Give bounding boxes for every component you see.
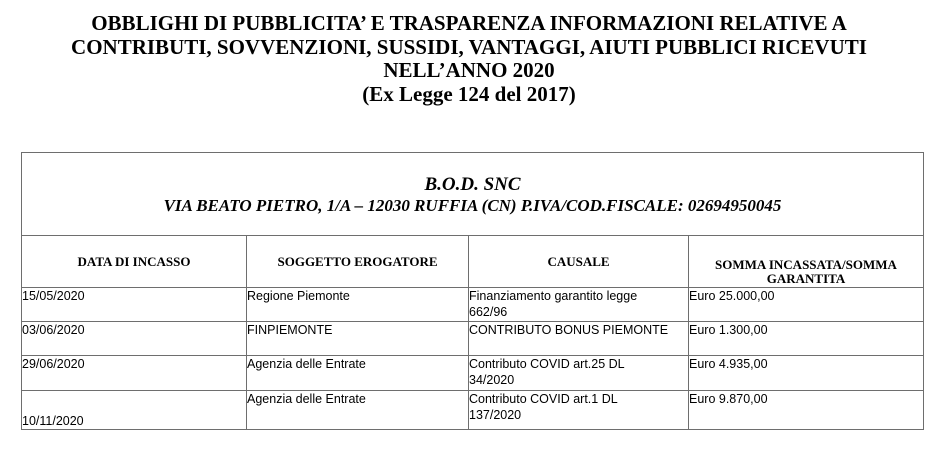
- column-header-reason: CAUSALE: [469, 236, 689, 288]
- cell-provider: Agenzia delle Entrate: [247, 356, 469, 391]
- column-header-amount-line-1: SOMMA INCASSATA/SOMMA: [715, 257, 897, 272]
- cell-reason: [469, 322, 689, 356]
- title-line-2: CONTRIBUTI, SOVVENZIONI, SUSSIDI, VANTAGGI, AIUTI PUBBLICI RICEVUTI: [71, 34, 867, 59]
- column-header-amount-line-2: GARANTITA: [766, 271, 846, 286]
- cell-reason: [469, 288, 689, 322]
- table-row: [22, 391, 924, 430]
- cell-amount: Euro 1.300,00: [689, 322, 924, 356]
- cell-reason: [469, 356, 689, 391]
- company-name: B.O.D. SNC: [424, 174, 521, 195]
- contributions-table: [21, 152, 924, 430]
- table-row: [22, 356, 924, 391]
- company-header: [22, 153, 924, 236]
- cell-reason-line-1: Finanziamento garantito legge: [469, 289, 638, 303]
- title-line-3: NELL’ANNO 2020: [383, 58, 555, 82]
- cell-date: 15/05/2020: [22, 288, 247, 322]
- column-header-amount: [689, 236, 924, 288]
- document-title: [0, 12, 938, 106]
- company-address: VIA BEATO PIETRO, 1/A – 12030 RUFFIA (CN) P.IVA/COD.FISCALE: 02694950045: [163, 196, 782, 215]
- cell-date: 29/06/2020: [22, 356, 247, 391]
- cell-provider: FINPIEMONTE: [247, 322, 469, 356]
- cell-amount: Euro 4.935,00: [689, 356, 924, 391]
- title-line-1: OBBLIGHI DI PUBBLICITA’ E TRASPARENZA INFORMAZIONI RELATIVE A: [91, 11, 847, 35]
- table-row: [22, 288, 924, 322]
- cell-reason-line-2: 34/2020: [469, 373, 515, 387]
- cell-provider: Agenzia delle Entrate: [247, 391, 469, 430]
- cell-date: 10/11/2020: [22, 391, 247, 430]
- cell-date: 03/06/2020: [22, 322, 247, 356]
- column-header-provider: SOGGETTO EROGATORE: [247, 236, 469, 288]
- cell-amount: Euro 9.870,00: [689, 391, 924, 430]
- table-row: [22, 322, 924, 356]
- column-header-date: DATA DI INCASSO: [22, 236, 247, 288]
- cell-reason: [469, 391, 689, 430]
- cell-reason-line-1: Contributo COVID art.25 DL: [469, 357, 625, 371]
- law-reference: (Ex Legge 124 del 2017): [362, 81, 576, 106]
- cell-provider: Regione Piemonte: [247, 288, 469, 322]
- cell-amount: Euro 25.000,00: [689, 288, 924, 322]
- cell-reason-line-2: 137/2020: [469, 408, 522, 422]
- cell-reason-line-1: Contributo COVID art.1 DL: [469, 392, 618, 406]
- column-header-row: [22, 236, 924, 288]
- cell-reason-line-1: CONTRIBUTO BONUS PIEMONTE: [469, 323, 669, 337]
- cell-reason-line-2: 662/96: [469, 305, 508, 319]
